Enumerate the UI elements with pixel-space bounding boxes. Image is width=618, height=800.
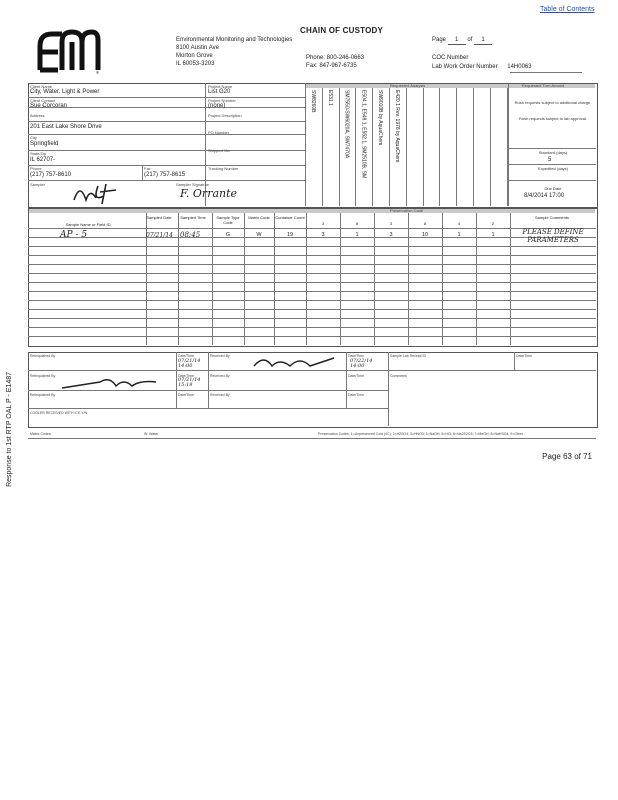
client-state-zip: IL 62707- [30,157,56,163]
preservation-header-6: 2 [491,221,495,226]
matrix-code: W [256,232,262,238]
analysis-3: SM7550-SW6020A, SW7470A [343,90,350,159]
sampler-signature: F. Orrante [180,187,238,200]
preservation-header-5: 4 [457,221,461,226]
side-stamp: Response to 1st RTP OAL P - E1487 [6,372,13,487]
company-state-zip: IL 60053-3203 [176,61,215,67]
project-number: (none) [208,103,226,109]
client-contact: Sue Corcoran [30,103,68,109]
preservation-value-6: 1 [491,232,495,238]
coc-number: COC Number [432,55,469,61]
analysis-5: SW9010B by AquaChem [377,90,384,146]
container-count: 19 [286,232,294,238]
company-block [176,36,292,68]
sample-type: G [225,232,231,238]
table-of-contents-link[interactable]: Table of Contents [540,6,595,13]
page-count: Page 1 of 1 [432,36,492,45]
preservation-value-5: 1 [457,232,461,238]
sample-comment: PLEASE DEFINE PARAMETERS [522,228,584,244]
project-name: List G20 [208,89,231,95]
emt-logo-icon [32,24,104,76]
received-signature-icon [250,352,340,372]
preservation-value-1: 3 [321,232,325,238]
preservation-value-4: 10 [421,232,429,238]
analysis-2: E531.1 [326,90,333,106]
sample-name: AP - 5 [60,230,88,240]
company-name: Environmental Monitoring and Technologies [176,37,293,43]
analysis-6: E420.1 Rev. 1978 by AquaChem [394,90,400,163]
analysis-4: E504.1, E548.1, E552.1, SM2510B, SM [360,90,367,179]
document-title: CHAIN OF CUSTODY [300,26,384,35]
relinquish-signature-icon [60,374,160,392]
standard-days: 5 [548,157,552,163]
preservation-header-1: 3 [321,221,325,226]
page-number: Page 63 of 71 [542,452,592,461]
preservation-value-3: 3 [389,232,393,238]
contact-block [306,54,364,70]
sample-time: 08:45 [180,231,201,239]
client-address: 201 East Lake Shore Drive [30,124,102,130]
preservation-header-4: 8 [423,221,427,226]
company-street: 8100 Austin Ave [176,45,219,51]
relinquish-1-datetime: 07/21/14 14:00 [178,358,201,369]
company-city: Morton Grove [176,53,213,59]
analysis-1: SW8260B [310,90,316,113]
svg-text:®: ® [96,70,99,75]
preservation-value-2: 1 [355,232,359,238]
company-phone: Phone: 800-246-0663 [306,55,365,61]
client-name: City, Water, Light & Power [30,89,100,95]
sample-date: 07/21/14 [146,232,173,239]
preservation-header-2: 8 [355,221,359,226]
client-city: Springfield [30,141,59,147]
preservation-header-3: 3 [389,221,393,226]
lab-order: Lab Work Order Number 14H0063 [432,64,532,70]
client-phone: (217) 757-8610 [30,172,72,178]
sampler-initials-signature-icon [70,180,140,206]
received-1-datetime: 07/22/14 14:00 [350,358,373,369]
due-date: 8/4/2014 17:00 [524,193,565,199]
client-fax: (217) 757-8615 [144,172,186,178]
relinquish-2-datetime: 07/21/14 15:18 [178,377,201,388]
company-fax: Fax: 847-967-6735 [306,63,357,69]
